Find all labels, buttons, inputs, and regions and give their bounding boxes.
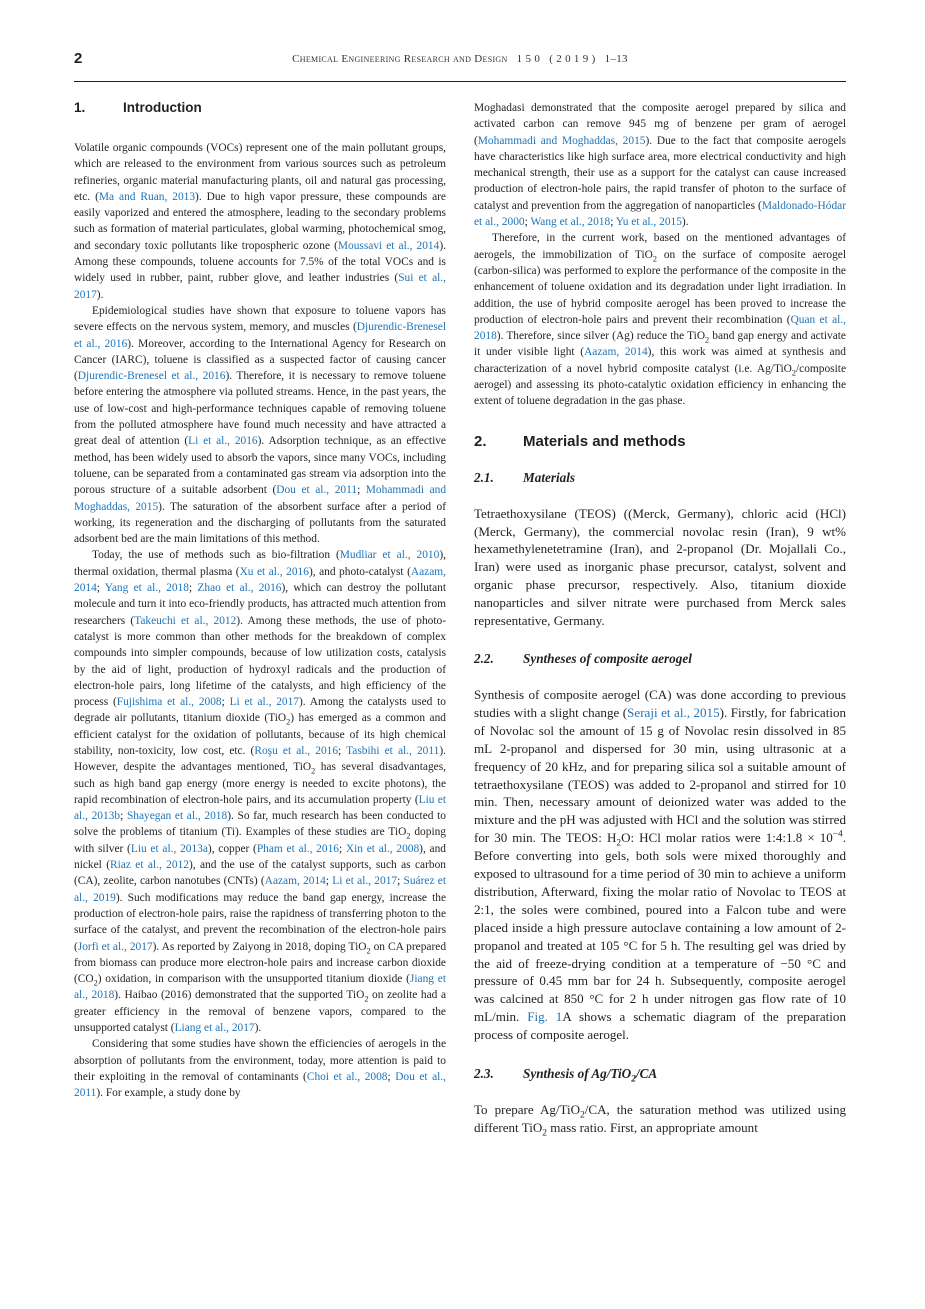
citation-link[interactable]: Aazam, 2014 xyxy=(584,346,648,359)
section-heading-materials-methods xyxy=(474,433,846,453)
section-title: Introduction xyxy=(123,100,202,115)
citation-link[interactable]: Mudliar et al., 2010 xyxy=(339,549,440,562)
citation-link[interactable]: Ma and Ruan, 2013 xyxy=(98,190,196,203)
left-column xyxy=(74,100,446,1102)
journal-pages: 1–13 xyxy=(604,53,628,65)
citation-link[interactable]: Roşu et al., 2016 xyxy=(254,744,339,757)
journal-name: Chemical Engineering Research and Design xyxy=(292,53,508,65)
page-header xyxy=(74,0,846,82)
citation-link[interactable]: Quan et al., 2018 xyxy=(474,313,846,343)
citation-link[interactable]: Shayegan et al., 2018 xyxy=(126,810,228,823)
citation-link[interactable]: Seraji et al., 2015 xyxy=(627,704,720,720)
citation-link[interactable]: Fujishima et al., 2008 xyxy=(116,696,222,709)
figure-link[interactable]: Fig. 1 xyxy=(527,1009,563,1025)
paragraph-intro-5: Moghadasi demonstrated that the composite aerogel prepared by silica and activated carbon can remove 945 mg of benzene per gram of aerogel (Mohammadi and Moghaddas, 2015). Due to the fact that composite aerogels have characteristics like high surface area, more electrical conductivity and high mechanical strength, their use as a support for the catalyst can cause increased production of electron-hole pairs, the rapid transfer of photon to the surface of catalyst and prevention from the aggregation of nanoparticles (Maldonado-Hódar et al., 2000; Wang et al., 2018; Yu et al., 2015). xyxy=(474,102,846,229)
citation-link[interactable]: Pham et al., 2016 xyxy=(256,842,339,855)
citation-link[interactable]: Yang et al., 2018 xyxy=(104,582,189,595)
citation-link[interactable]: Suárez et al., 2019 xyxy=(74,875,446,904)
right-column xyxy=(474,100,846,1137)
header-rule xyxy=(74,81,846,82)
citation-link[interactable]: Takeuchi et al., 2012 xyxy=(134,614,237,627)
citation-link[interactable]: Riaz et al., 2012 xyxy=(110,859,189,872)
citation-link[interactable]: Sui et al., 2017 xyxy=(74,272,446,301)
citation-link[interactable]: Xu et al., 2016 xyxy=(239,565,309,578)
citation-link[interactable]: Moussavi et al., 2014 xyxy=(337,239,440,252)
citation-link[interactable]: Maldonado-Hódar et al., 2000 xyxy=(474,199,846,229)
citation-link[interactable]: Aazam, 2014 xyxy=(264,875,326,888)
paragraph-materials: Tetraethoxysilane (TEOS) ((Merck, Germany), chloric acid (HCl) (Merck, Germany), the commercial novolac resin (Iran), 9 wt% hexamethylenetetramine (Iran), and 2-propanol (Dr. Mojallali Co., Iran) were used as inorganic phase precursor, catalyst, solvent and organic phase precursor, respectively. Also, titanium dioxide nanoparticles and silver nitrate were purchased from Merck sales representative, Germany. xyxy=(474,505,846,629)
paragraph-intro-4: Considering that some studies have shown the efficiencies of aerogels in the absorption of pollutants from the environment, today, more attention is paid to their exploiting in the removal of contaminants (Choi et al., 2008; Dou et al., 2011). For example, a study done by xyxy=(74,1038,446,1100)
citation-link[interactable]: Li et al., 2016 xyxy=(188,435,258,448)
subsection-title: Syntheses of composite aerogel xyxy=(523,650,692,666)
paragraph-intro-1: Volatile organic compounds (VOCs) represent one of the main pollutant groups, which are released to the environment from various sources such as petroleum refineries, organic material manufacturing plants, oil and natural gas processing, etc. (Ma and Ruan, 2013). Due to high vapor pressure, these compounds are easily vaporized and entered the atmosphere, leading to the secondary problems such as formation of material particulates, global warming, photochemical smog, and secondary toxic pollutants like tropospheric ozone (Moussavi et al., 2014). Among these compounds, toluene accounts for 7.5% of the total VOCs and is widely used in rubber, paint, rubber glove, and leather industries (Sui et al., 2017). xyxy=(74,142,446,301)
subsection-title-subscript: 2 xyxy=(631,1074,636,1085)
citation-link[interactable]: Djurendic-Brenesel et al., 2016 xyxy=(74,321,446,350)
citation-link[interactable]: Tasbihi et al., 2011 xyxy=(346,744,440,757)
subsection-heading-ag-tio2-ca xyxy=(474,1066,846,1086)
page-number: 2 xyxy=(74,50,83,67)
journal-year: ( 2 0 1 9 ) xyxy=(549,53,596,65)
subsection-number: 2.1. xyxy=(474,469,494,485)
section-number: 1. xyxy=(74,100,86,115)
citation-link[interactable]: Dou et al., 2011 xyxy=(276,484,358,497)
citation-link[interactable]: Liu et al., 2013b xyxy=(74,793,446,823)
section-title: Materials and methods xyxy=(523,432,686,450)
citation-link[interactable]: Liu et al., 2013a xyxy=(130,842,208,855)
citation-link[interactable]: Jiang et al., 2018 xyxy=(74,973,446,1002)
subsection-number: 2.2. xyxy=(474,650,494,666)
paragraph-composite-aerogel: Synthesis of composite aerogel (CA) was done according to previous studies with a slight change (Seraji et al., 2015). Firstly, for fabrication of Novolac sol the amount of 15 g of Novolac resin dissolved in 85 mL 2-propanol and dispersed for 30 min, using ultrasonic at a frequency of 20 kHz, and for preparing silica sol a suitable amount of tetraethoxysilane (TEOS) was added to 2-propanol and stirred for 10 min. Then, necessary amount of deionized water was added to the mixture and the pH was adjusted with HCl and the solution was stirred for 30 min. The TEOS: $H_2O$: HCl molar ratios were 1:4:1.8 × $10^{-4}$. Before converting into gels, both sols were mixed thoroughly and exposed to ultrasound for a time period of 30 min to achieve a uniform distribution, Afterward, fixing the molar ratio of Novolac to TEOS at 2:1, the soles were combined, poured into a Falcon tube and were placed inside a high pressure autoclave containing a low amount of 2-propanol and treated at 105 °C for 5 h. The resulting gel was dried by the aid of freeze-drying condition at a temperature of −50 °C and pressure of 0.45 mm bar for 24 h. Subsequently, composite aerogel was calcined at 850 °C for 2 h under nitrogen gas flow rate of 10 mL/min. Fig. 1A shows a schematic diagram of the preparation process of composite aerogel. xyxy=(474,686,846,1043)
citation-link[interactable]: Mohammadi and Moghaddas, 2015 xyxy=(74,484,447,513)
citation-link[interactable]: Choi et al., 2008 xyxy=(306,1070,388,1083)
paragraph-intro-2: Epidemiological studies have shown that exposure to toluene vapors has severe effects on the nervous system, memory, and muscles (Djurendic-Brenesel et al., 2016). Moreover, according to the International Agency for Research on Cancer (IARC), toluene is classified as a suspected factor of causing cancer (Djurendic-Brenesel et al., 2016). Therefore, it is necessary to remove toluene before entering the atmosphere via polluted streams. Hence, in the past years, the use of low-cost and high-performance techniques capable of removing toluene from the polluted atmosphere have found much necessity and have attracted a great deal of attention (Li et al., 2016). Adsorption technique, as an effective method, has been widely used to absorb the vapors, since many VOCs, including toluene, can be separated from a contaminated gas stream via adsorption into the porous structure of a suitable adsorbent (Dou et al., 2011; Mohammadi and Moghaddas, 2015). The saturation of the absorbent surface after a period of working, its regeneration and the discharging of pollutants from the saturated adsorbent bed are the main limitations of this method. xyxy=(74,304,447,546)
subsection-title: Materials xyxy=(523,469,576,485)
section-number: 2. xyxy=(474,432,487,450)
subsection-heading-composite-aerogel xyxy=(474,651,846,671)
subsection-heading-materials xyxy=(474,470,846,490)
citation-link[interactable]: Mohammadi and Moghaddas, 2015 xyxy=(477,134,646,147)
subsection-number: 2.3. xyxy=(474,1066,494,1082)
citation-link[interactable]: Li et al., 2017 xyxy=(229,696,299,709)
journal-volume: 1 5 0 xyxy=(516,53,541,65)
citation-link[interactable]: Aazam, 2014 xyxy=(74,565,446,595)
paragraph-ag-tio2-ca: To prepare Ag/TiO$_2$/CA, the saturation method was utilized using different TiO$_2$ mass ratio. First, an appropriate amount xyxy=(474,1102,847,1139)
citation-link[interactable]: Li et al., 2017 xyxy=(332,875,398,888)
citation-link[interactable]: Yu et al., 2015 xyxy=(615,216,682,229)
citation-link[interactable]: Djurendic-Brenesel et al., 2016 xyxy=(77,370,226,383)
section-heading-introduction xyxy=(74,100,446,120)
running-head xyxy=(74,53,846,65)
citation-link[interactable]: Liang et al., 2017 xyxy=(174,1022,255,1035)
citation-link[interactable]: Dou et al., 2011 xyxy=(74,1070,446,1100)
subsection-title-suffix: /CA xyxy=(635,1066,658,1082)
citation-link[interactable]: Jorfi et al., 2017 xyxy=(77,940,153,953)
subsection-title: Synthesis of Ag/TiO xyxy=(523,1066,632,1082)
paragraph-intro-6: Therefore, in the current work, based on the mentioned advantages of aerogels, the immobilization of TiO$_2$ on the surface of composite aerogel (carbon-silica) was performed to explore the performance of the composite in the enhancement of toluene oxidation and its degradation under light irradiation. In addition, the use of hybrid composite aerogel has been proved to increase the production of electron-hole pairs and prevent their recombination (Quan et al., 2018). Therefore, since silver (Ag) reduce the TiO$_2$ band gap energy and activate it under visible light (Aazam, 2014), this work was aimed at synthesis and characterization of a novel hybrid composite catalyst (i.e. Ag/TiO$_2$/composite aerogel) and assessing its photo-catalytic oxidation efficiency in enhancing the extent of toluene degradation in the gas phase. xyxy=(474,232,846,408)
citation-link[interactable]: Xin et al., 2008 xyxy=(345,842,420,855)
citation-link[interactable]: Zhao et al., 2016 xyxy=(197,582,282,595)
citation-link[interactable]: Wang et al., 2018 xyxy=(530,216,611,229)
paragraph-intro-3: Today, the use of methods such as bio-filtration (Mudliar et al., 2010), thermal oxidation, thermal plasma (Xu et al., 2016), and photo-catalyst (Aazam, 2014; Yang et al., 2018; Zhao et al., 2016), which can destroy the pollutant molecule and turn it into eco-friendly products, has attracted much attention from researchers (Takeuchi et al., 2012). Among these methods, the use of photo-catalyst is more common than other methods for the breakdown of complex compounds into simpler compounds, because of low utilization costs, catalysis by the aid of light, production of hydroxyl radicals and the production of electron-hole pairs, long lifetime of the catalysts, and high efficiency of the process (Fujishima et al., 2008; Li et al., 2017). Among the catalysts used to degrade air pollutants, titanium dioxide (TiO$_2$) has emerged as a common and efficient catalyst for the oxidation of pollutants, because of its high chemical stability, non-toxicity, low cost, etc. (Roşu et al., 2016; Tasbihi et al., 2011). However, despite the advantages mentioned, TiO$_2$ has several disadvantages, such as high band gap energy (more energy is needed to excite photons), the rapid recombination of electron-hole pairs, and its accumulation property (Liu et al., 2013b; Shayegan et al., 2018). So far, much research has been conducted to solve the problems of titanium (Ti). Examples of these studies are TiO$_2$ doping with silver (Liu et al., 2013a), copper (Pham et al., 2016; Xin et al., 2008), and nickel (Riaz et al., 2012), and the use of the catalyst supports, such as carbon (CA), zeolite, carbon nanotubes (CNTs) (Aazam, 2014; Li et al., 2017; Suárez et al., 2019). Such modifications may reduce the band gap energy, increase the production of electron-hole pairs, raise the rapidness of transferring photon to the surface of the catalyst, and prevent the recombination of the electron-hole pairs (Jorfi et al., 2017). As reported by Zaiyong in 2018, doping TiO$_2$ on CA prepared from biomass can produce more electron-hole pairs and increase carbon dioxide $(CO_2)$ oxidation, in comparison with the unsupported titanium dioxide (Jiang et al., 2018). Haibao (2016) demonstrated that the supported TiO$_2$ on zeolite had a greater efficiency in the removal of benzene vapors, compared to the unsupported catalyst (Liang et al., 2017). xyxy=(74,549,447,1035)
